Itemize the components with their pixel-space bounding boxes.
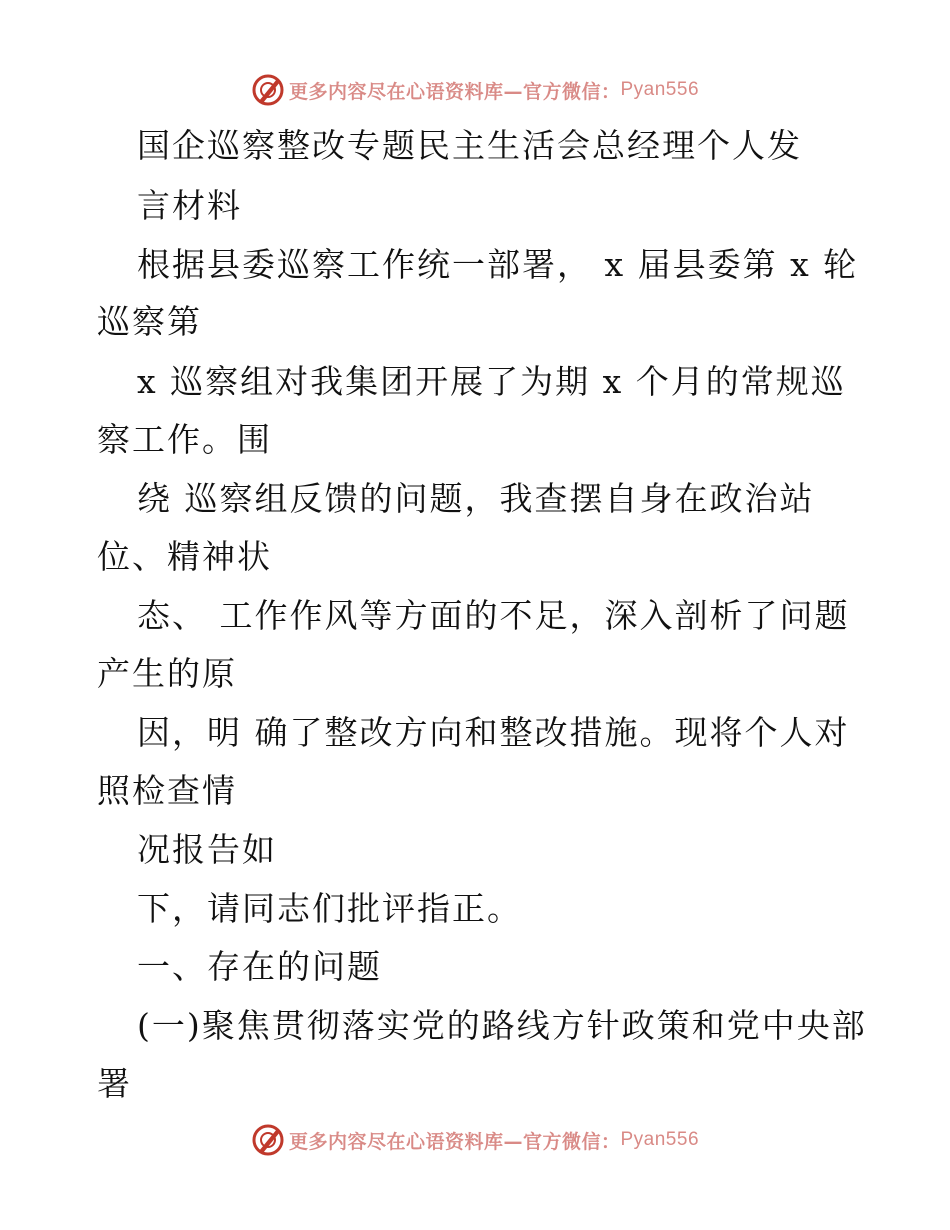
watermark-brand: Pyan556 <box>620 1129 700 1150</box>
header-watermark <box>0 70 950 110</box>
paragraph-line: 因，明 确了整改方向和整改措施。现将个人对 <box>137 713 850 752</box>
document-title-line-2: 言材料 <box>137 186 242 225</box>
paragraph-line: 巡察第 <box>97 302 202 341</box>
paragraph-line: 态、 工作作风等方面的不足，深入剖析了问题 <box>137 596 850 635</box>
paragraph-line: 产生的原 <box>97 654 237 693</box>
section-heading: 一、存在的问题 <box>137 947 382 986</box>
watermark-brand: Pyan556 <box>620 79 700 100</box>
paragraph-line: 察工作。围 <box>97 420 272 459</box>
paragraph-line: 位、精神状 <box>97 537 272 576</box>
paragraph-line: 署 <box>97 1064 132 1103</box>
paragraph-line: 照检查情 <box>97 771 237 810</box>
quill-logo-icon <box>251 1123 285 1157</box>
paragraph-line: x 巡察组对我集团开展了为期 x 个月的常规巡 <box>137 362 846 401</box>
paragraph-line: 根据县委巡察工作统一部署， x 届县委第 x 轮 <box>137 245 859 284</box>
subsection-heading: (一)聚焦贯彻落实党的路线方针政策和党中央部 <box>137 1006 867 1045</box>
paragraph-line: 绕 巡察组反馈的问题，我查摆自身在政治站 <box>137 479 815 518</box>
footer-watermark <box>0 1120 950 1160</box>
quill-logo-icon <box>251 73 285 107</box>
watermark-text: 更多内容尽在心语资料库—官方微信： <box>288 80 621 103</box>
document-title-line-1: 国企巡察整改专题民主生活会总经理个人发 <box>137 126 802 165</box>
paragraph-line: 下，请同志们批评指正。 <box>137 889 522 928</box>
watermark-text: 更多内容尽在心语资料库—官方微信： <box>288 1130 621 1153</box>
paragraph-line: 况报告如 <box>137 830 277 869</box>
